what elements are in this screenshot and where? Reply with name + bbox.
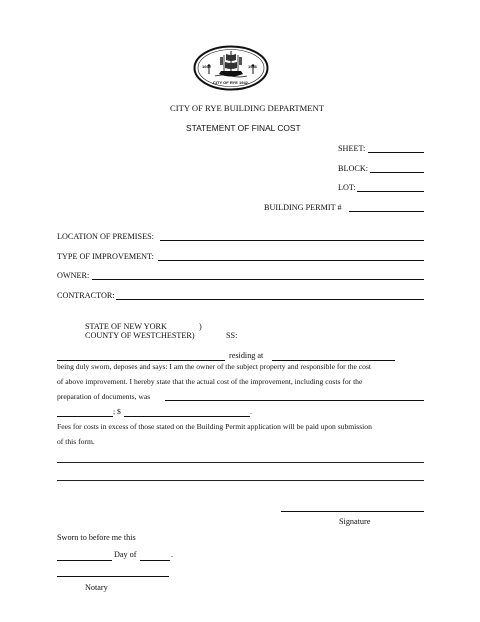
owner-label: OWNER:	[57, 271, 90, 280]
affidavit-line-2: of above improvement. I hereby state that the actual cost of the improvement, including costs for the	[57, 377, 363, 386]
deponent-name-field[interactable]	[57, 360, 225, 361]
seal-year-right: 1936	[248, 64, 257, 69]
affidavit-line-1: being duly sworn, deposes and says: I am the owner of the subject property and responsible for the cost	[57, 362, 372, 371]
day-of-label: Day of	[114, 550, 137, 559]
residing-label: residing at	[229, 351, 264, 360]
affidavit-line-3: preparation of documents, was	[57, 392, 151, 401]
lot-label: LOT:	[338, 183, 356, 192]
city-seal	[193, 45, 269, 91]
department-heading: CITY OF RYE BUILDING DEPARTMENT	[170, 103, 325, 113]
venue-paren: )	[199, 322, 202, 331]
fees-line-1: Fees for costs in excess of those stated on the Building Permit application will be paid upon submission	[57, 422, 372, 431]
cost-amount-field[interactable]	[124, 416, 250, 417]
venue-county: COUNTY OF WESTCHESTER)	[85, 331, 195, 340]
date-period: .	[171, 550, 174, 559]
sworn-statement: Sworn to before me this	[57, 533, 136, 542]
remarks-line-2[interactable]	[57, 480, 424, 481]
contractor-field[interactable]	[116, 299, 424, 300]
remarks-line-1[interactable]	[57, 462, 424, 463]
contractor-label: CONTRACTOR:	[57, 291, 115, 300]
signature-label: Signature	[339, 517, 371, 526]
cost-words-field[interactable]	[165, 400, 424, 401]
block-label: BLOCK:	[338, 164, 369, 173]
signature-field[interactable]	[281, 511, 424, 512]
block-field[interactable]	[370, 172, 424, 173]
venue-ss: SS:	[226, 331, 238, 340]
permit-field[interactable]	[349, 211, 424, 212]
residence-field[interactable]	[272, 360, 395, 361]
location-label: LOCATION OF PREMISES:	[57, 232, 154, 241]
notary-signature-field[interactable]	[57, 576, 169, 577]
seal-banner: CITY OF RYE 1942	[213, 80, 248, 85]
seal-year-left: 1660	[202, 64, 211, 69]
notary-label: Notary	[85, 583, 108, 592]
improvement-label: TYPE OF IMPROVEMENT:	[57, 252, 154, 261]
cost-period: .	[250, 407, 252, 416]
sheet-field[interactable]	[368, 152, 424, 153]
location-field[interactable]	[160, 240, 424, 241]
month-field[interactable]	[140, 560, 170, 561]
cost-words-continued-field[interactable]	[57, 416, 113, 417]
owner-field[interactable]	[92, 279, 424, 280]
permit-label: BUILDING PERMIT #	[264, 203, 342, 212]
improvement-field[interactable]	[158, 260, 424, 261]
venue-state: STATE OF NEW YORK	[85, 322, 167, 331]
sheet-label: SHEET:	[338, 144, 366, 153]
lot-field[interactable]	[357, 191, 424, 192]
day-field[interactable]	[57, 560, 112, 561]
fees-line-2: of this form.	[57, 437, 95, 446]
semicolon-dollar: ; $	[113, 407, 121, 416]
form-title: STATEMENT OF FINAL COST	[186, 123, 301, 133]
